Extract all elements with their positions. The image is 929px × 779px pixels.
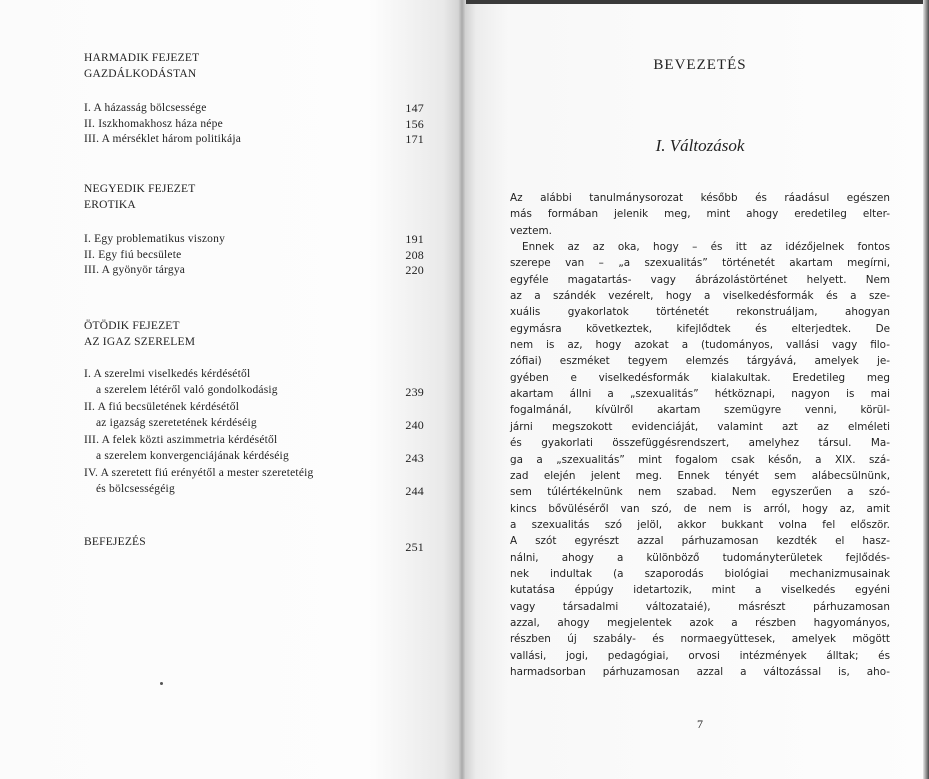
section-title: I. Változások xyxy=(655,136,745,155)
text-line: járni megszokott evidenciáját, valamint azt az elméleti xyxy=(510,420,890,433)
chapter-number: NEGYEDIK FEJEZET xyxy=(84,183,196,195)
toc-page-number: 243 xyxy=(405,451,424,465)
print-speck xyxy=(160,682,163,685)
text-line: nek indultak (a szaporodás biológiai mechanizmusainak xyxy=(510,567,890,580)
text-line: ga a „szexualitás” mint fogalom csak későn, a XIX. szá- xyxy=(510,453,890,466)
text-line: részben új szabály- és normaegyüttesek, amelyek mögött xyxy=(510,633,890,646)
body-text xyxy=(510,190,890,680)
text-line: fogalmánál, kívülről akartam szemügyre venni, körül- xyxy=(510,404,890,417)
text-line: és gyakorlati összefüggésrendszert, amelyhez társul. Ma- xyxy=(510,437,890,450)
toc-entry-title-continued: és bölcsességéig xyxy=(96,482,175,495)
chapter-4 xyxy=(84,181,424,279)
toc-entry-title: I. Egy problematikus viszony xyxy=(84,233,226,245)
text-line: a szexualitás szó jelöl, akkor bukkant volna fel először. xyxy=(510,518,890,531)
page-edge-right xyxy=(923,0,929,779)
text-line: nem is az, hogy azokat a (tudományos, vallási vagy filo- xyxy=(510,339,890,352)
text-line: Az alábbi tanulmánysorozat később és ráadásul egészen xyxy=(510,192,890,204)
text-line: zad elején jelent meg. Ennek tényét sem alábecsülnünk, xyxy=(510,469,890,482)
toc-page-number: 240 xyxy=(405,418,424,432)
toc-entry[interactable] xyxy=(84,101,424,117)
text-line: vallási, jogi, pedagógiai, orvosi intézmények álltak; és xyxy=(510,649,890,662)
toc-entry[interactable] xyxy=(84,466,424,497)
text-line: kutatása éppúgy idetartozik, mint a viselkedés egyéni xyxy=(510,584,890,597)
toc-page-number: 147 xyxy=(405,101,424,115)
toc-page-number: 171 xyxy=(405,132,424,146)
conclusion-entry[interactable] xyxy=(84,534,424,554)
toc-entry[interactable] xyxy=(84,232,424,248)
toc-entry[interactable] xyxy=(84,117,424,133)
chapter-title: AZ IGAZ SZERELEM xyxy=(84,336,196,348)
chapter-heading xyxy=(84,50,424,82)
toc-entry-title: III. A felek közti aszimmetria kérdésétől xyxy=(84,434,278,446)
toc-page-number: 251 xyxy=(405,540,424,554)
text-line: az a szándék vezérelt, hogy a viselkedésformák és a sze- xyxy=(510,290,890,303)
text-line: szerepe van – „a szexualitás” történetét akartam megírni, xyxy=(510,257,890,270)
chapter-number: HARMADIK FEJEZET xyxy=(84,52,200,64)
toc-entry[interactable] xyxy=(84,367,424,398)
toc-entry-title: II. Egy fiú becsülete xyxy=(84,248,182,261)
text-line: Ennek az az oka, hogy – és itt az idézőjelnek fontos xyxy=(522,241,890,254)
toc-entry-title: III. A mérséklet három politikája xyxy=(84,133,242,145)
text-line: más formában jelenik meg, mint ahogy eredetileg elter- xyxy=(510,208,890,221)
page-number: 7 xyxy=(697,717,703,731)
toc-entry[interactable] xyxy=(84,132,424,148)
toc-page-number: 208 xyxy=(405,247,424,262)
toc-entry-title: IV. A szeretett fiú erényétől a mester szeretetéig xyxy=(84,467,314,479)
text-line: akartam állni a „szexualitás” hétköznapi, nagyon is mai xyxy=(510,388,890,401)
text-line: gyében e viselkedésformák kialakultak. Eredetileg meg xyxy=(510,371,890,384)
conclusion-label: BEFEJEZÉS xyxy=(84,536,146,548)
page-title: BEVEZETÉS xyxy=(653,57,747,73)
toc-entry[interactable] xyxy=(84,263,424,279)
toc-page-number: 156 xyxy=(405,116,424,131)
text-line: A szót egyrészt azzal párhuzamosan kezdték el hasz- xyxy=(510,535,890,548)
toc-entry[interactable] xyxy=(84,400,424,431)
chapter-number: ÖTÖDIK FEJEZET xyxy=(84,320,180,332)
toc-entry-title: III. A gyönyör tárgya xyxy=(84,264,186,276)
left-page xyxy=(0,0,462,779)
toc-entry-title: II. Iszkhomakhosz háza népe xyxy=(84,117,223,130)
chapter-title: GAZDÁLKODÁSTAN xyxy=(84,68,197,80)
toc-page-number: 191 xyxy=(405,232,424,246)
book-gutter xyxy=(458,0,466,779)
chapter-heading xyxy=(84,181,424,213)
toc-entry[interactable] xyxy=(84,248,424,264)
chapter-3 xyxy=(84,50,424,148)
text-line: vagy társadalmi változataié), másrészt párhuzamosan xyxy=(510,600,890,613)
text-line: zófiai) eszméket tegyem elemzés tárgyává, amelyek je- xyxy=(510,355,890,368)
text-line: egymásra következtek, kifejlődtek és elterjedtek. De xyxy=(510,322,890,335)
toc-entry-title-continued: az igazság szeretetének kérdéséig xyxy=(96,416,257,429)
text-line: veztem. xyxy=(510,224,552,237)
toc-entry-title: I. A házasság bölcsessége xyxy=(84,102,207,114)
toc-entry-title-continued: a szerelem létéről való gondolkodásig xyxy=(96,383,278,396)
toc-page-number: 239 xyxy=(405,385,424,399)
chapter-heading xyxy=(84,318,424,350)
toc-page-number: 220 xyxy=(405,263,424,277)
chapter-5 xyxy=(84,318,424,499)
text-line: xuális gyakorlatok történetét rekonstruáljam, ahogyan xyxy=(510,306,890,319)
toc-entry-title-continued: a szerelem konvergenciájának kérdéséig xyxy=(96,449,289,462)
toc-entry[interactable] xyxy=(84,433,424,464)
toc-entry-title: II. A fiú becsületének kérdésétől xyxy=(84,401,240,413)
text-line: azzal, ahogy megjelentek azok a részben hagyományos, xyxy=(510,616,890,629)
text-line: kincs bővüléséről van szó, de nem is arról, hogy az, amit xyxy=(510,502,890,515)
page-edge-top xyxy=(466,0,929,4)
text-line: sem túlértékelnünk nem szabad. Nem egyszerűen a szó- xyxy=(510,486,890,499)
right-page xyxy=(462,0,929,779)
text-line: harmadsorban párhuzamosan azzal a változással is, aho- xyxy=(510,665,890,678)
text-line: egyféle magatartás- vagy ábrázolástörténet helyett. Nem xyxy=(510,273,890,286)
text-line: nálni, ahogy a különböző tudományterületek fejlődés- xyxy=(510,551,890,564)
toc-entry-title: I. A szerelmi viselkedés kérdésétől xyxy=(84,368,251,380)
toc-page-number: 244 xyxy=(405,484,424,498)
chapter-title: EROTIKA xyxy=(84,199,136,211)
